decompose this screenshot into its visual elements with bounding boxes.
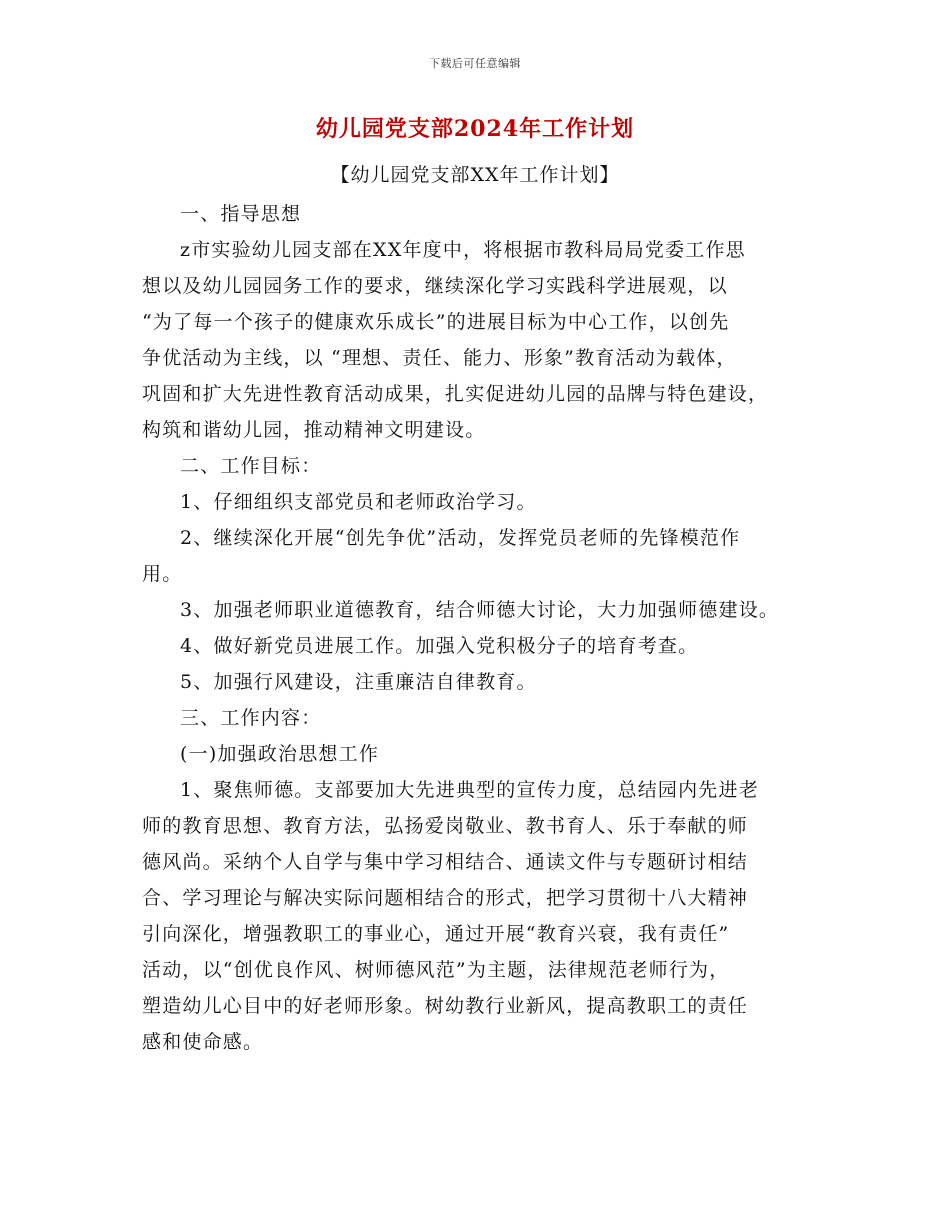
paragraph-line: 塑造幼儿心目中的好老师形象。树幼教行业新风，提高教职工的责任 bbox=[142, 995, 749, 1017]
paragraph-line: 感和使命感。 bbox=[142, 1031, 264, 1053]
paragraph-line: 1、聚焦师德。支部要加大先进典型的宣传力度，总结园内先进老 bbox=[180, 779, 759, 801]
paragraph-line: “为了每一个孩子的健康欢乐成长”的进展目标为中心工作，以创先 bbox=[142, 311, 730, 333]
section-heading: 二、工作目标： bbox=[180, 455, 322, 477]
document-body bbox=[142, 196, 832, 1060]
paragraph-line: z市实验幼儿园支部在XX年度中，将根据市教科局局党委工作思 bbox=[180, 239, 746, 261]
paragraph-line: 师的教育思想、教育方法，弘扬爱岗敬业、教书育人、乐于奉献的师 bbox=[142, 815, 749, 837]
paragraph-line: 构筑和谐幼儿园，推动精神文明建设。 bbox=[142, 419, 486, 441]
paragraph-line: 引向深化，增强教职工的事业心，通过开展“教育兴衰，我有责任” bbox=[142, 923, 730, 945]
goal-item: 3、加强老师职业道德教育，结合师德大讨论，大力加强师德建设。 bbox=[180, 599, 780, 621]
paragraph-line: 想以及幼儿园园务工作的要求，继续深化学习实践科学进展观，以 bbox=[142, 275, 728, 297]
paragraph-line: 争优活动为主线，以 “理想、责任、能力、形象”教育活动为载体， bbox=[142, 347, 737, 369]
section-heading: 三、工作内容： bbox=[180, 707, 322, 729]
paragraph-line: 活动，以“创优良作风、树师德风范”为主题，法律规范老师行为， bbox=[142, 959, 730, 981]
goal-item: 5、加强行风建设，注重廉洁自律教育。 bbox=[180, 671, 537, 693]
section-heading: 一、指导思想 bbox=[180, 203, 302, 225]
goal-item: 1、仔细组织支部党员和老师政治学习。 bbox=[180, 491, 537, 513]
paragraph-line: 巩固和扩大先进性教育活动成果，扎实促进幼儿园的品牌与特色建设， bbox=[142, 383, 769, 405]
paragraph-line: 德风尚。采纳个人自学与集中学习相结合、通读文件与专题研讨相结 bbox=[142, 851, 749, 873]
document-subtitle: 【幼儿园党支部XX年工作计划】 bbox=[330, 164, 620, 186]
goal-item: 4、做好新党员进展工作。加强入党积极分子的培育考查。 bbox=[180, 635, 699, 657]
goal-item-continued: 用。 bbox=[142, 563, 183, 585]
document-title: 幼儿园党支部2024年工作计划 bbox=[315, 116, 635, 142]
goal-item: 2、继续深化开展“创先争优”活动，发挥党员老师的先锋模范作 bbox=[180, 527, 741, 549]
paragraph-line: 合、学习理论与解决实际问题相结合的形式，把学习贯彻十八大精神 bbox=[142, 887, 749, 909]
header-note: 下载后可任意编辑 bbox=[429, 57, 521, 70]
subsection-heading: (一)加强政治思想工作 bbox=[180, 743, 380, 765]
